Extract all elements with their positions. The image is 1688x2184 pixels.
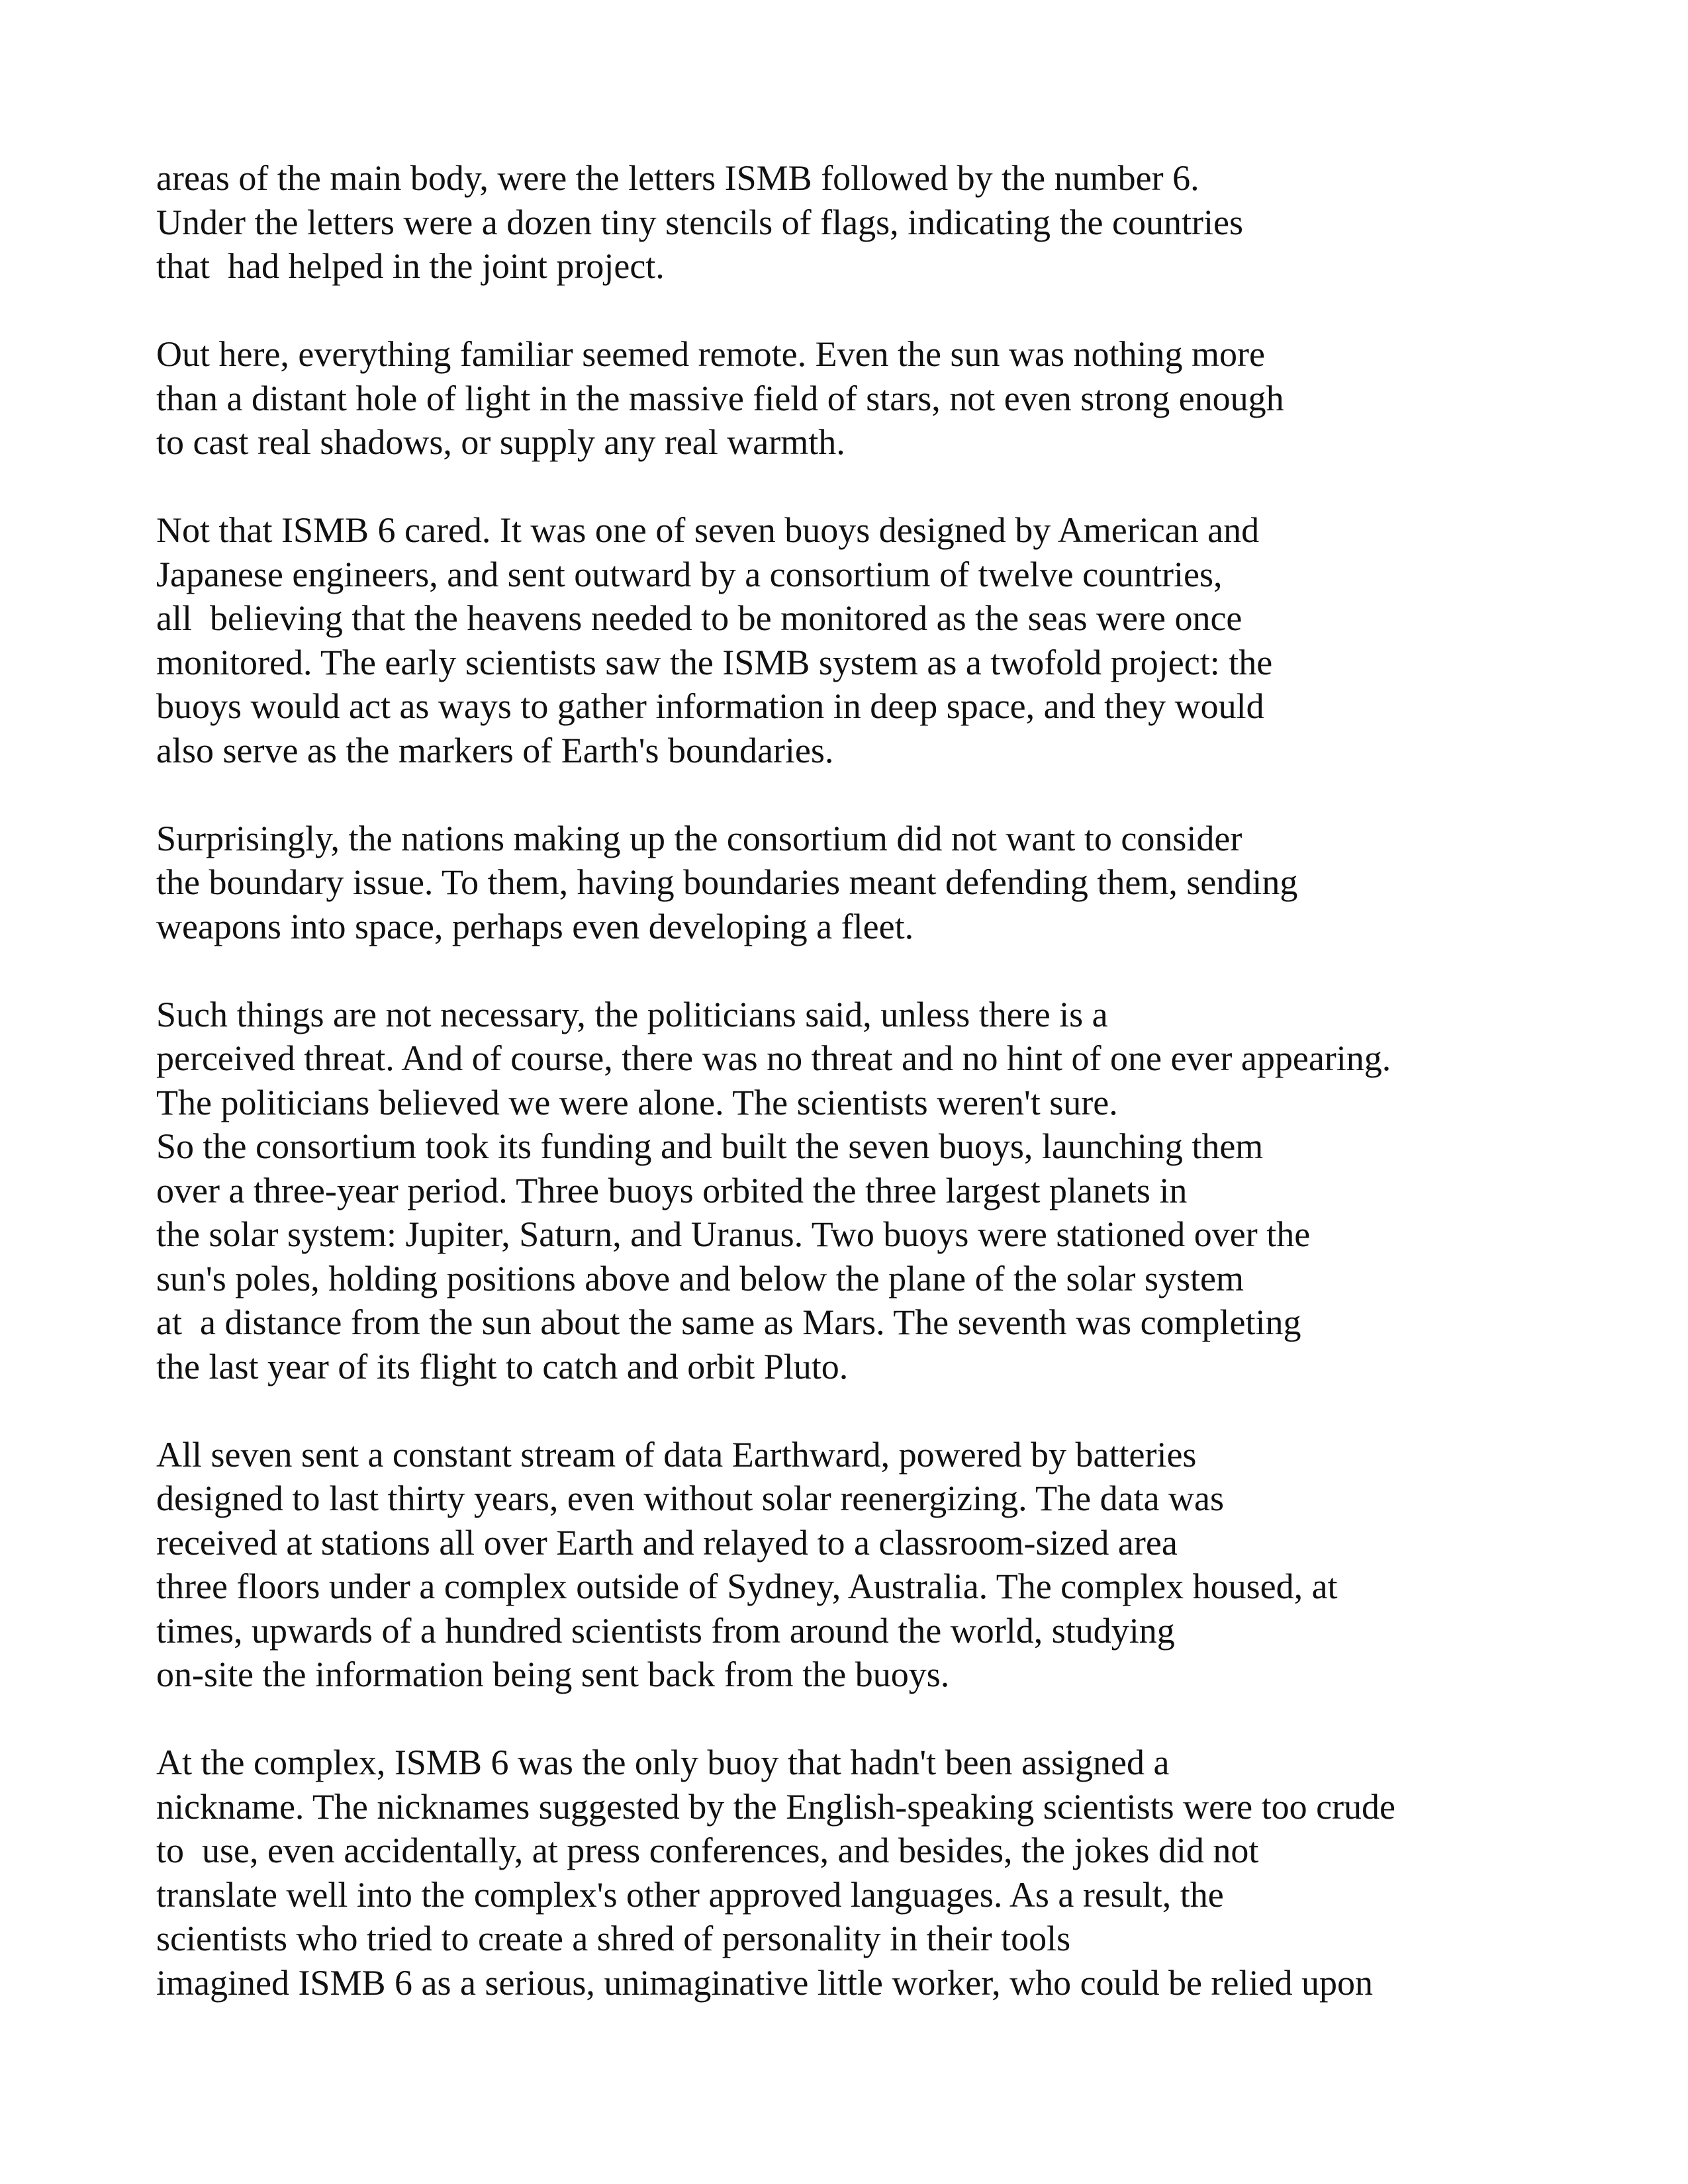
text-line: translate well into the complex's other approved languages. As a result, the [156, 1874, 1224, 1915]
text-line: Japanese engineers, and sent outward by a consortium of twelve countries, [156, 554, 1223, 594]
text-line: on-site the information being sent back from the buoys. [156, 1655, 950, 1694]
text-line: at a distance from the sun about the same as Mars. The seventh was completing [156, 1302, 1301, 1342]
text-line: over a three-year period. Three buoys orbited the three largest planets in [156, 1170, 1188, 1210]
text-line: that had helped in the joint project. [156, 246, 665, 286]
paragraph [156, 993, 1540, 1389]
text-line: received at stations all over Earth and relayed to a classroom-sized area [156, 1522, 1178, 1563]
text-line: the last year of its flight to catch and orbit Pluto. [156, 1346, 849, 1387]
text-line: Surprisingly, the nations making up the consortium did not want to consider [156, 818, 1243, 858]
text-line: the boundary issue. To them, having boundaries meant defending them, sending [156, 862, 1298, 902]
text-line: to cast real shadows, or supply any real warmth. [156, 422, 845, 462]
text-line: to use, even accidentally, at press conferences, and besides, the jokes did not [156, 1831, 1259, 1870]
text-line: also serve as the markers of Earth's boundaries. [156, 730, 834, 770]
text-line: scientists who tried to create a shred of personality in their tools [156, 1919, 1071, 1958]
text-line: So the consortium took its funding and built the seven buoys, launching them [156, 1126, 1264, 1166]
text-line: The politicians believed we were alone. The scientists weren't sure. [156, 1082, 1118, 1122]
paragraph [156, 508, 1540, 772]
text-line: buoys would act as ways to gather information in deep space, and they would [156, 686, 1264, 726]
body-text [156, 156, 1540, 2005]
text-line: all believing that the heavens needed to be monitored as the seas were once [156, 598, 1243, 638]
text-line: Under the letters were a dozen tiny stencils of flags, indicating the countries [156, 202, 1243, 242]
text-line: the solar system: Jupiter, Saturn, and Uranus. Two buoys were stationed over the [156, 1214, 1311, 1254]
paragraph [156, 332, 1540, 465]
text-line: three floors under a complex outside of Sydney, Australia. The complex housed, at [156, 1567, 1338, 1606]
text-line: than a distant hole of light in the massive field of stars, not even strong enough [156, 378, 1284, 418]
text-line: At the complex, ISMB 6 was the only buoy that hadn't been assigned a [156, 1743, 1170, 1782]
paragraph [156, 156, 1540, 289]
text-line: imagined ISMB 6 as a serious, unimaginative little worker, who could be relied upon [156, 1962, 1373, 2003]
paragraph [156, 1741, 1540, 2005]
text-line: Not that ISMB 6 cared. It was one of seven buoys designed by American and [156, 510, 1260, 550]
text-line: Out here, everything familiar seemed remote. Even the sun was nothing more [156, 334, 1265, 374]
text-line: nickname. The nicknames suggested by the English-speaking scientists were too crude [156, 1786, 1396, 1827]
text-line: designed to last thirty years, even without solar reenergizing. The data was [156, 1479, 1225, 1518]
text-line: times, upwards of a hundred scientists from around the world, studying [156, 1610, 1175, 1651]
text-line: perceived threat. And of course, there was no threat and no hint of one ever appearing. [156, 1038, 1391, 1078]
text-line: weapons into space, perhaps even developing a fleet. [156, 906, 914, 946]
paragraph [156, 1433, 1540, 1697]
text-line: sun's poles, holding positions above and below the plane of the solar system [156, 1258, 1244, 1298]
paragraph [156, 817, 1540, 949]
text-line: All seven sent a constant stream of data Earthward, powered by batteries [156, 1434, 1197, 1475]
text-line: monitored. The early scientists saw the ISMB system as a twofold project: the [156, 642, 1273, 682]
text-line: areas of the main body, were the letters ISMB followed by the number 6. [156, 158, 1199, 198]
text-line: Such things are not necessary, the politicians said, unless there is a [156, 994, 1108, 1034]
